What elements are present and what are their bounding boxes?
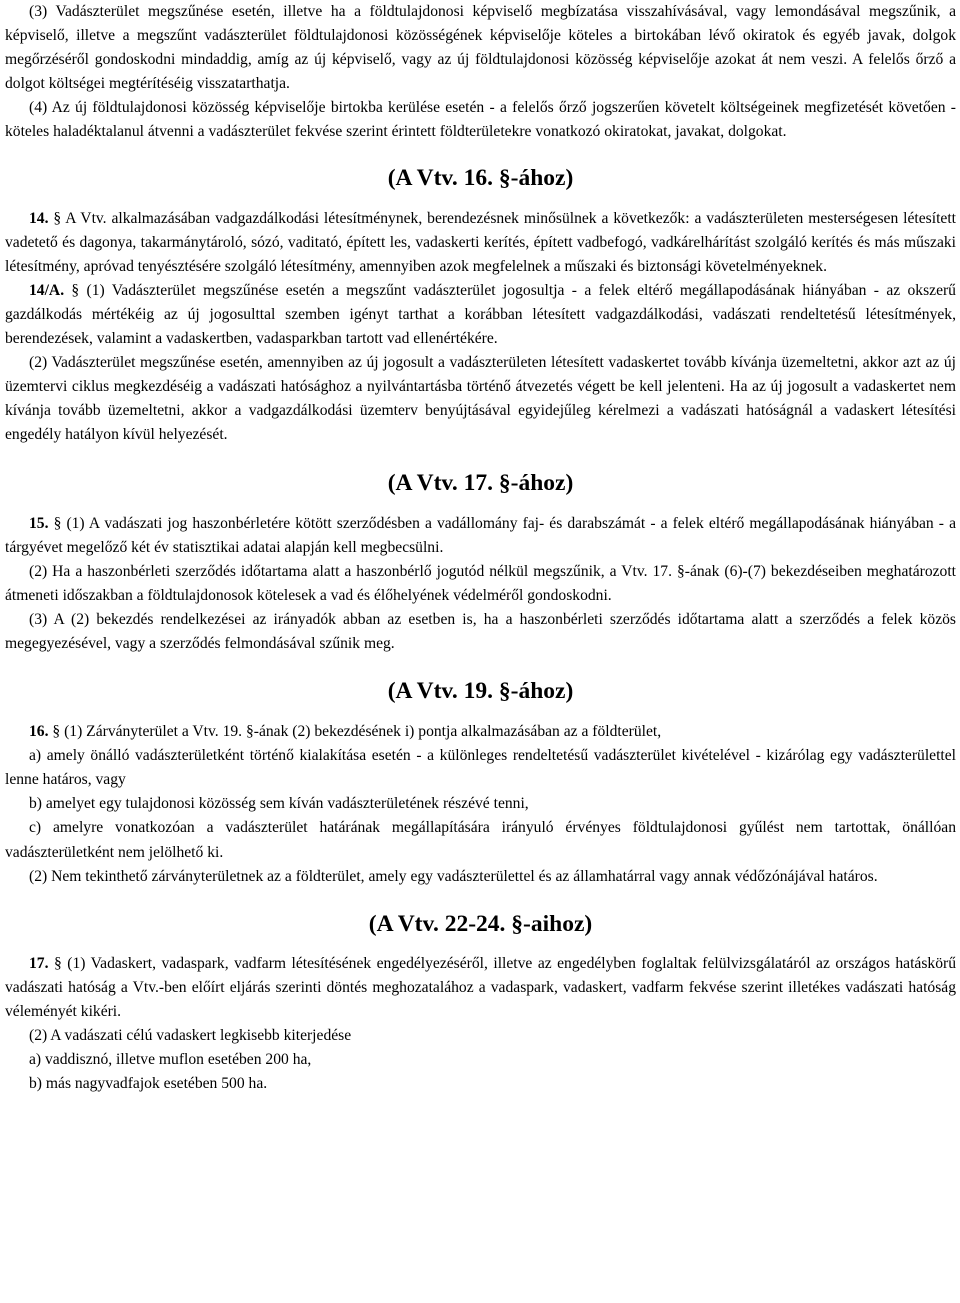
section-text: § (1) Zárványterület a Vtv. 19. §-ának (2) bekezdésének i) pontja alkalmazásában az a földterület, bbox=[52, 723, 662, 741]
section-14a-paragraph-2: (2) Vadászterület megszűnése esetén, amennyiben az új jogosult a vadászterületen létesített vadaskertet tovább kívánja üzemeltetni, akkor azt az új üzemtervi ciklus megkezdéséig a vadászati hatósághoz a nyilvántartásba történő átvezetés végett be kell jelenteni. Ha az új jogosult a vadaskertet nem kívánja tovább üzemeltetni, akkor a vadgazdálkodási üzemterv benyújtásával egyidejűleg kérelmezi a vadászati hatóságnál a vadaskert létesítési engedély hatályon kívül helyezését. bbox=[5, 354, 956, 444]
section-text: § (1) Vadaskert, vadaspark, vadfarm létesítésének engedélyezéséről, illetve az engedélyben foglaltak felülvizsgálatáról az országos hatáskörű vadászati hatóság a Vtv.-ben előírt eljárás szerinti döntés meghozatalához a vadaspark, vadaskert, vadfarm fekvése szerint illetékes vadászati hatóság véleményét kikéri. bbox=[5, 954, 956, 1020]
section-14 bbox=[5, 207, 956, 279]
section-15-paragraph-2: (2) Ha a haszonbérleti szerződés időtartama alatt a haszonbérlő jogutód nélkül megszűnik, a Vtv. 17. §-ának (6)-(7) bekezdéseiben meghatározott átmeneti időszakban a földtulajdonosok kötelesek a vad és élőhelyének védelméről gondoskodni. bbox=[5, 562, 956, 604]
section-heading-19: (A Vtv. 19. §-ához) bbox=[387, 678, 574, 705]
section-number: 14/A. bbox=[29, 281, 65, 299]
section-16 bbox=[5, 720, 956, 744]
section-16-point-c: c) amelyre vonatkozóan a vadászterület határának megállapítására irányuló érvényes földtulajdonosi gyűlést nem tartottak, önállóan vadászterületként nem jelölhető ki. bbox=[5, 819, 956, 861]
section-number: 17. bbox=[29, 954, 49, 972]
section-text: § A Vtv. alkalmazásában vadgazdálkodási létesítménynek, berendezésnek minősülnek a következők: a vadászterületen mesterségesen létesített vadetető és dagonya, takarmánytároló, sózó, vaditató, épített les, vadaskerti kerítés, épített vadbefogó, vadkárelhárítást szolgáló kerítés és más műszaki létesítmény, apróvad tenyésztésére szolgáló létesítmény, amennyiben azok megfelelnek a műszaki és biztonsági követelményeknek. bbox=[5, 209, 956, 275]
section-number: 15. bbox=[29, 514, 49, 532]
section-16-paragraph-2: (2) Nem tekinthető zárványterületnek az a földterület, amely egy vadászterülettel és az államhatárral vagy annak védőzónájával határos. bbox=[29, 867, 878, 885]
section-15-paragraph-3: (3) A (2) bekezdés rendelkezései az irányadók abban az esetben is, ha a haszonbérleti szerződés időtartama alatt a szerződés a felek közös megegyezésével, vagy a szerződés felmondásával szűnik meg. bbox=[5, 610, 956, 652]
section-16-point-b: b) amelyet egy tulajdonosi közösség sem kíván vadászterületének részévé tenni, bbox=[29, 795, 529, 813]
section-number: 14. bbox=[29, 209, 49, 227]
section-15 bbox=[5, 512, 956, 560]
section-17-point-b: b) más nagyvadfajok esetében 500 ha. bbox=[29, 1075, 268, 1093]
section-heading-22-24: (A Vtv. 22-24. §-aihoz) bbox=[368, 910, 593, 937]
section-16-point-a: a) amely önálló vadászterületként történő kialakítása esetén - a különleges rendeltetésű vadászterület kivételével - kizárólag egy vadászterülettel lenne határos, vagy bbox=[5, 747, 956, 789]
section-heading-17: (A Vtv. 17. §-ához) bbox=[387, 469, 574, 496]
section-text: § (1) Vadászterület megszűnése esetén a megszűnt vadászterület jogosultja - a felek eltérő megállapodásának hiányában - az okszerű gazdálkodás mértékéig az új jogosulttal szemben igényt tarthat a korábban létesített vadgazdálkodási, vadászati rendeltetésű létesítmények, berendezések, valamint a vadaskertben, vadasparkban tartott vad ellenértékére. bbox=[5, 281, 956, 348]
paragraph-3: (3) Vadászterület megszűnése esetén, illetve ha a földtulajdonosi képviselő megbízatása visszahívásával, vagy lemondásával megszűnik, a képviselő, illetve a megszűnt vadászterület földtulajdonosi közösségének képviselője köteles a birtokában lévő okiratok és egyéb javak, dolgok megőrzéséről gondoskodni mindaddig, amíg az új képviselő, vagy az új földtulajdonosi közösség képviselője azokat át nem veszi. A felelős őrző a dolgot költségei megtérítéséig visszatarthatja. bbox=[5, 3, 956, 93]
section-text: § (1) A vadászati jog haszonbérletére kötött szerződésben a vadállomány faj- és darabszámát - a felek eltérő megállapodásának hiányában - a tárgyévet megelőző két év statisztikai adatai alapján kell megbecsülni. bbox=[5, 514, 956, 556]
section-17-point-a: a) vaddisznó, illetve muflon esetében 200 ha, bbox=[29, 1051, 312, 1069]
paragraph-4: (4) Az új földtulajdonosi közösség képviselője birtokba kerülése esetén - a felelős őrző jogszerűen követelt költségeinek megfizetését követően - köteles haladéktalanul átvenni a vadászterület fekvése szerint érintett földterületekre vonatkozó okiratokat, javakat, dolgokat. bbox=[5, 99, 956, 141]
section-17-paragraph-2: (2) A vadászati célú vadaskert legkisebb kiterjedése bbox=[29, 1027, 352, 1044]
section-17 bbox=[5, 952, 956, 1024]
section-14a bbox=[5, 279, 956, 351]
section-number: 16. bbox=[29, 723, 49, 741]
section-heading-16: (A Vtv. 16. §-ához) bbox=[387, 164, 574, 191]
